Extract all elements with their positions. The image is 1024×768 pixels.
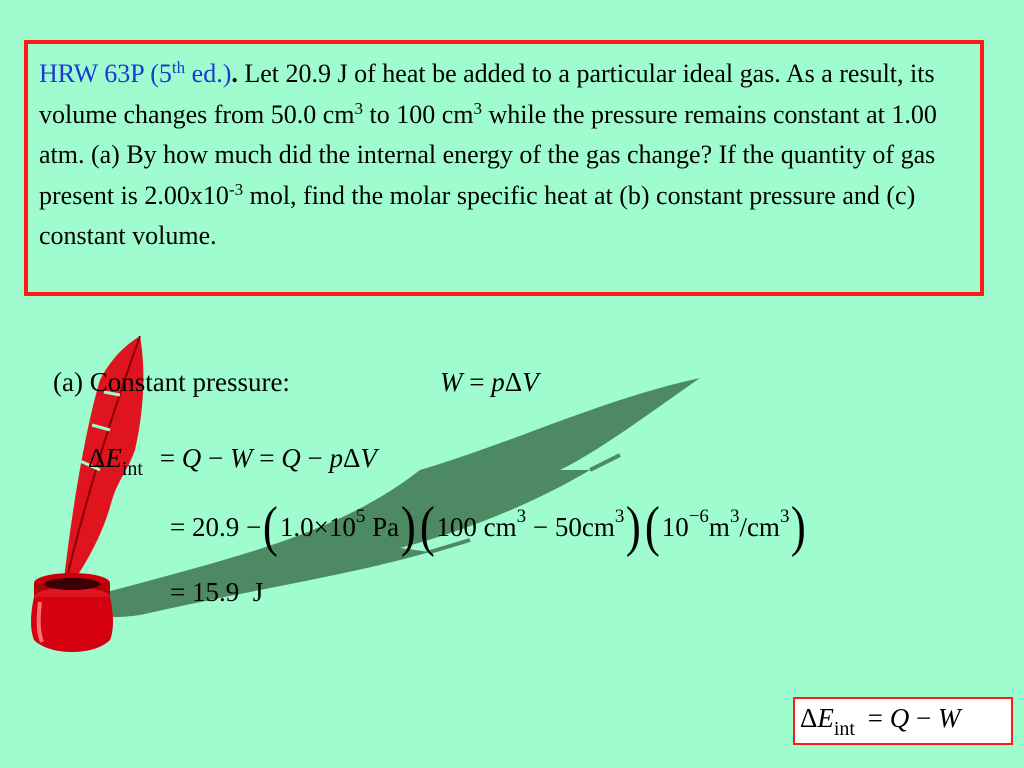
- problem-reference: HRW 63P (5th ed.): [39, 58, 232, 88]
- problem-text: Let 20.9 J of heat be added to a particular ideal gas. As a result, its volume changes from 50.0 $cm^3$ to 100 $cm^3$ while the pressure remains constant at 1.00 atm. (a) By how much did the internal energy of the gas change? If the quantity of gas present is $2.00x10^{-3}$ mol, find the molar specific heat at (b) constant pressure and (c) constant volume.: [39, 59, 937, 250]
- problem-statement-box: HRW 63P (5th ed.). Let 20.9 J of heat be added to a particular ideal gas. As a result, its volume changes from 50.0 $cm^3$ to 100 $cm^3$ while the pressure remains constant at 1.00 atm. (a) By how much did the internal energy of the gas change? If the quantity of gas present is $2.00x10^{-3}$ mol, find the molar specific heat at (b) constant pressure and (c) constant volume.: [24, 40, 984, 296]
- equation-line-2: = $20.9 -(1.0\times 10^5$ Pa)(100 $cm^3 - 50cm^3)(10^{-6}m^3/cm^3)$: [170, 496, 807, 558]
- result-equation-box: $\Delta E_{int} = Q - W$: [793, 697, 1013, 745]
- work-formula: W = pΔV: [440, 367, 539, 397]
- inkwell-body: [31, 597, 113, 652]
- feather-shadow: [60, 378, 700, 617]
- equation-line-3: = 15.9 J: [170, 577, 264, 607]
- part-a-label: (a) Constant pressure:: [53, 367, 290, 397]
- equation-line-1: $\Delta E_{int} = Q - W = Q - p\Delta V$: [88, 443, 377, 480]
